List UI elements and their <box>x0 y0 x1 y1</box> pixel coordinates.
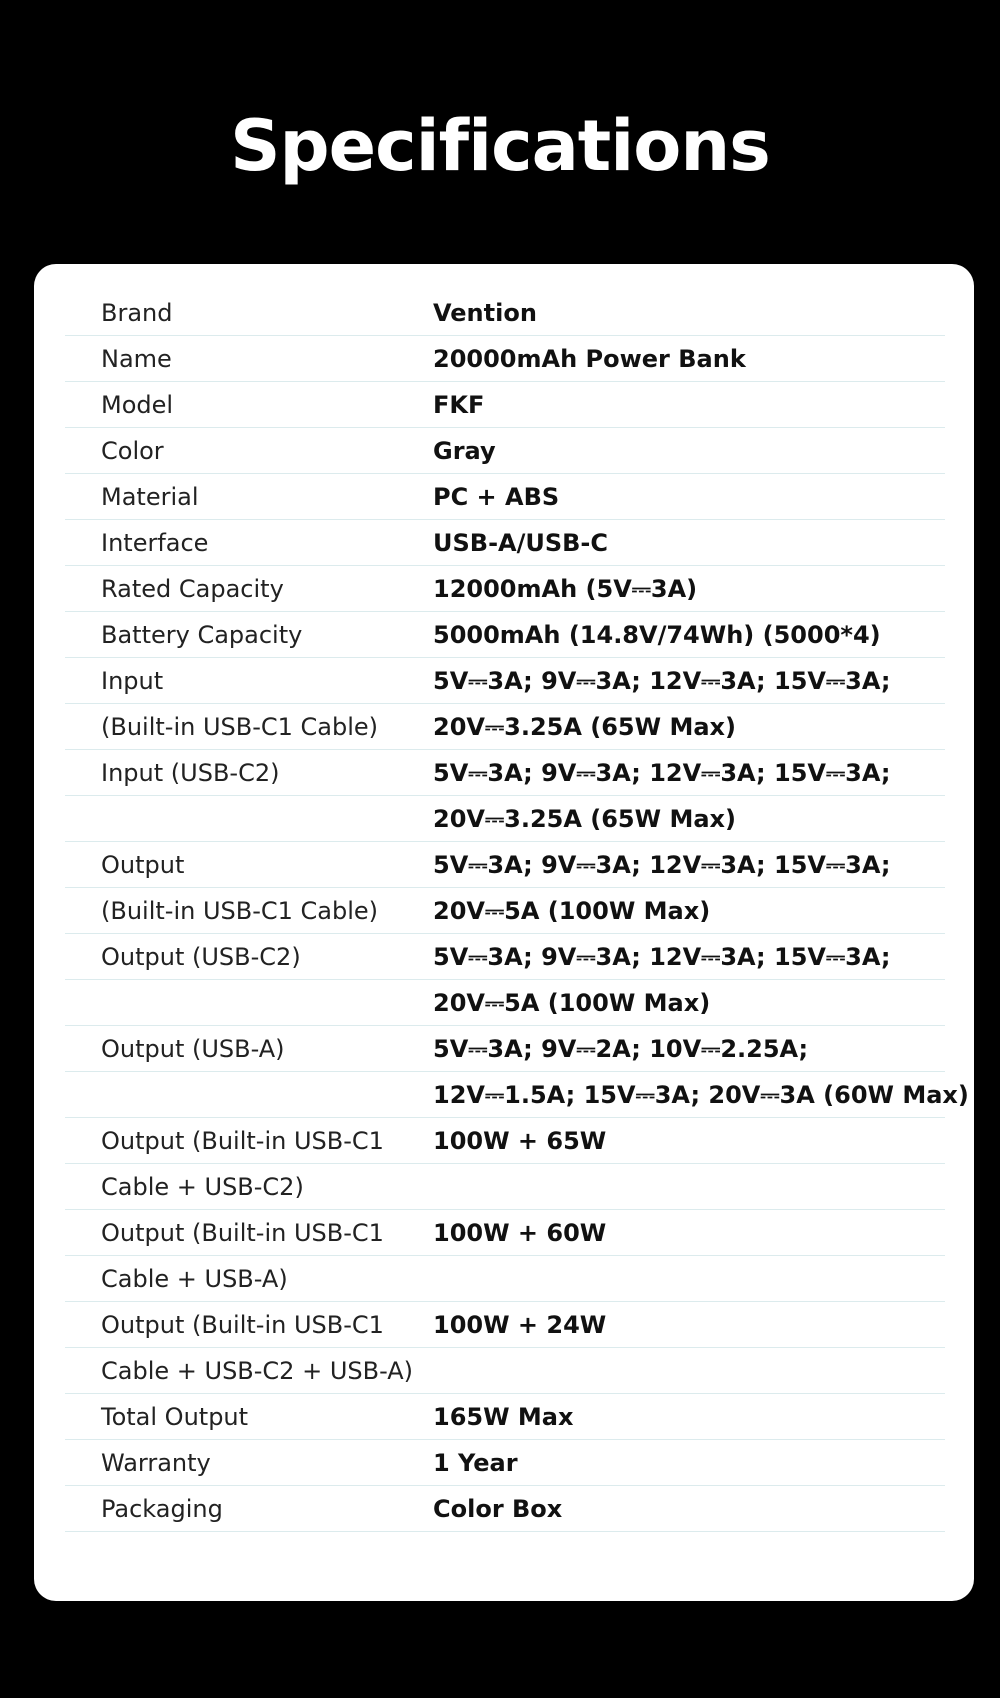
spec-row <box>65 888 945 934</box>
spec-label: Material <box>101 483 199 511</box>
spec-label: Battery Capacity <box>101 621 303 649</box>
spec-row <box>65 1118 945 1164</box>
spec-value: 12V⎓1.5A; 15V⎓3A; 20V⎓3A (60W Max) <box>433 1081 969 1109</box>
spec-value: 5V⎓3A; 9V⎓3A; 12V⎓3A; 15V⎓3A; <box>433 759 891 787</box>
spec-row <box>65 658 945 704</box>
spec-row <box>65 1164 945 1210</box>
spec-label: Rated Capacity <box>101 575 284 603</box>
spec-value: 5V⎓3A; 9V⎓3A; 12V⎓3A; 15V⎓3A; <box>433 943 891 971</box>
spec-row <box>65 1210 945 1256</box>
spec-row <box>65 428 945 474</box>
spec-value: 12000mAh (5V⎓3A) <box>433 575 698 603</box>
spec-value: 165W Max <box>433 1403 574 1431</box>
spec-row <box>65 980 945 1026</box>
spec-label: Packaging <box>101 1495 223 1523</box>
spec-label: (Built-in USB-C1 Cable) <box>101 713 379 741</box>
spec-value: PC + ABS <box>433 483 560 511</box>
spec-label: (Built-in USB-C1 Cable) <box>101 897 379 925</box>
spec-row <box>65 336 945 382</box>
spec-label: Cable + USB-C2 + USB-A) <box>101 1357 413 1385</box>
spec-value: 20000mAh Power Bank <box>433 345 746 373</box>
spec-row <box>65 1440 945 1486</box>
spec-label: Output (Built-in USB-C1 <box>101 1311 384 1339</box>
spec-row <box>65 934 945 980</box>
spec-row <box>65 796 945 842</box>
spec-row <box>65 1026 945 1072</box>
spec-label: Color <box>101 437 164 465</box>
spec-row <box>65 1394 945 1440</box>
spec-label: Input <box>101 667 164 695</box>
spec-value: Gray <box>433 437 496 465</box>
spec-value: 20V⎓3.25A (65W Max) <box>433 713 736 741</box>
spec-value: 20V⎓3.25A (65W Max) <box>433 805 736 833</box>
spec-value: 5000mAh (14.8V/74Wh) (5000*4) <box>433 621 881 649</box>
spec-label: Cable + USB-C2) <box>101 1173 304 1201</box>
spec-value: 20V⎓5A (100W Max) <box>433 989 711 1017</box>
spec-row <box>65 1486 945 1532</box>
spec-value: 100W + 65W <box>433 1127 607 1155</box>
spec-value: FKF <box>433 391 485 419</box>
spec-value: USB-A/USB-C <box>433 529 609 557</box>
spec-row <box>65 842 945 888</box>
spec-value: 5V⎓3A; 9V⎓3A; 12V⎓3A; 15V⎓3A; <box>433 667 891 695</box>
spec-value: 100W + 24W <box>433 1311 607 1339</box>
spec-label: Interface <box>101 529 209 557</box>
spec-label: Brand <box>101 299 173 327</box>
spec-label: Total Output <box>101 1403 249 1431</box>
spec-row <box>65 1348 945 1394</box>
spec-row <box>65 704 945 750</box>
spec-table <box>65 290 969 1532</box>
spec-label: Output (Built-in USB-C1 <box>101 1219 384 1247</box>
spec-label: Model <box>101 391 174 419</box>
spec-value: 1 Year <box>433 1449 518 1477</box>
spec-row <box>65 1302 945 1348</box>
spec-label: Output <box>101 851 185 879</box>
spec-label: Cable + USB-A) <box>101 1265 288 1293</box>
spec-row <box>65 474 945 520</box>
spec-label: Input (USB-C2) <box>101 759 280 787</box>
spec-value: 5V⎓3A; 9V⎓2A; 10V⎓2.25A; <box>433 1035 809 1063</box>
spec-row <box>65 382 945 428</box>
spec-row <box>65 750 945 796</box>
spec-card <box>34 264 974 1601</box>
spec-label: Output (USB-A) <box>101 1035 285 1063</box>
spec-label: Output (USB-C2) <box>101 943 301 971</box>
spec-value: 5V⎓3A; 9V⎓3A; 12V⎓3A; 15V⎓3A; <box>433 851 891 879</box>
spec-row <box>65 612 945 658</box>
spec-row <box>65 290 945 336</box>
spec-row <box>65 1072 969 1118</box>
spec-row <box>65 1256 945 1302</box>
page-title: Specifications <box>230 105 770 187</box>
spec-value: 100W + 60W <box>433 1219 607 1247</box>
spec-label: Name <box>101 345 172 373</box>
spec-value: 20V⎓5A (100W Max) <box>433 897 711 925</box>
spec-row <box>65 520 945 566</box>
spec-label: Output (Built-in USB-C1 <box>101 1127 384 1155</box>
spec-value: Color Box <box>433 1495 563 1523</box>
spec-row <box>65 566 945 612</box>
spec-label: Warranty <box>101 1449 211 1477</box>
spec-value: Vention <box>433 299 537 327</box>
